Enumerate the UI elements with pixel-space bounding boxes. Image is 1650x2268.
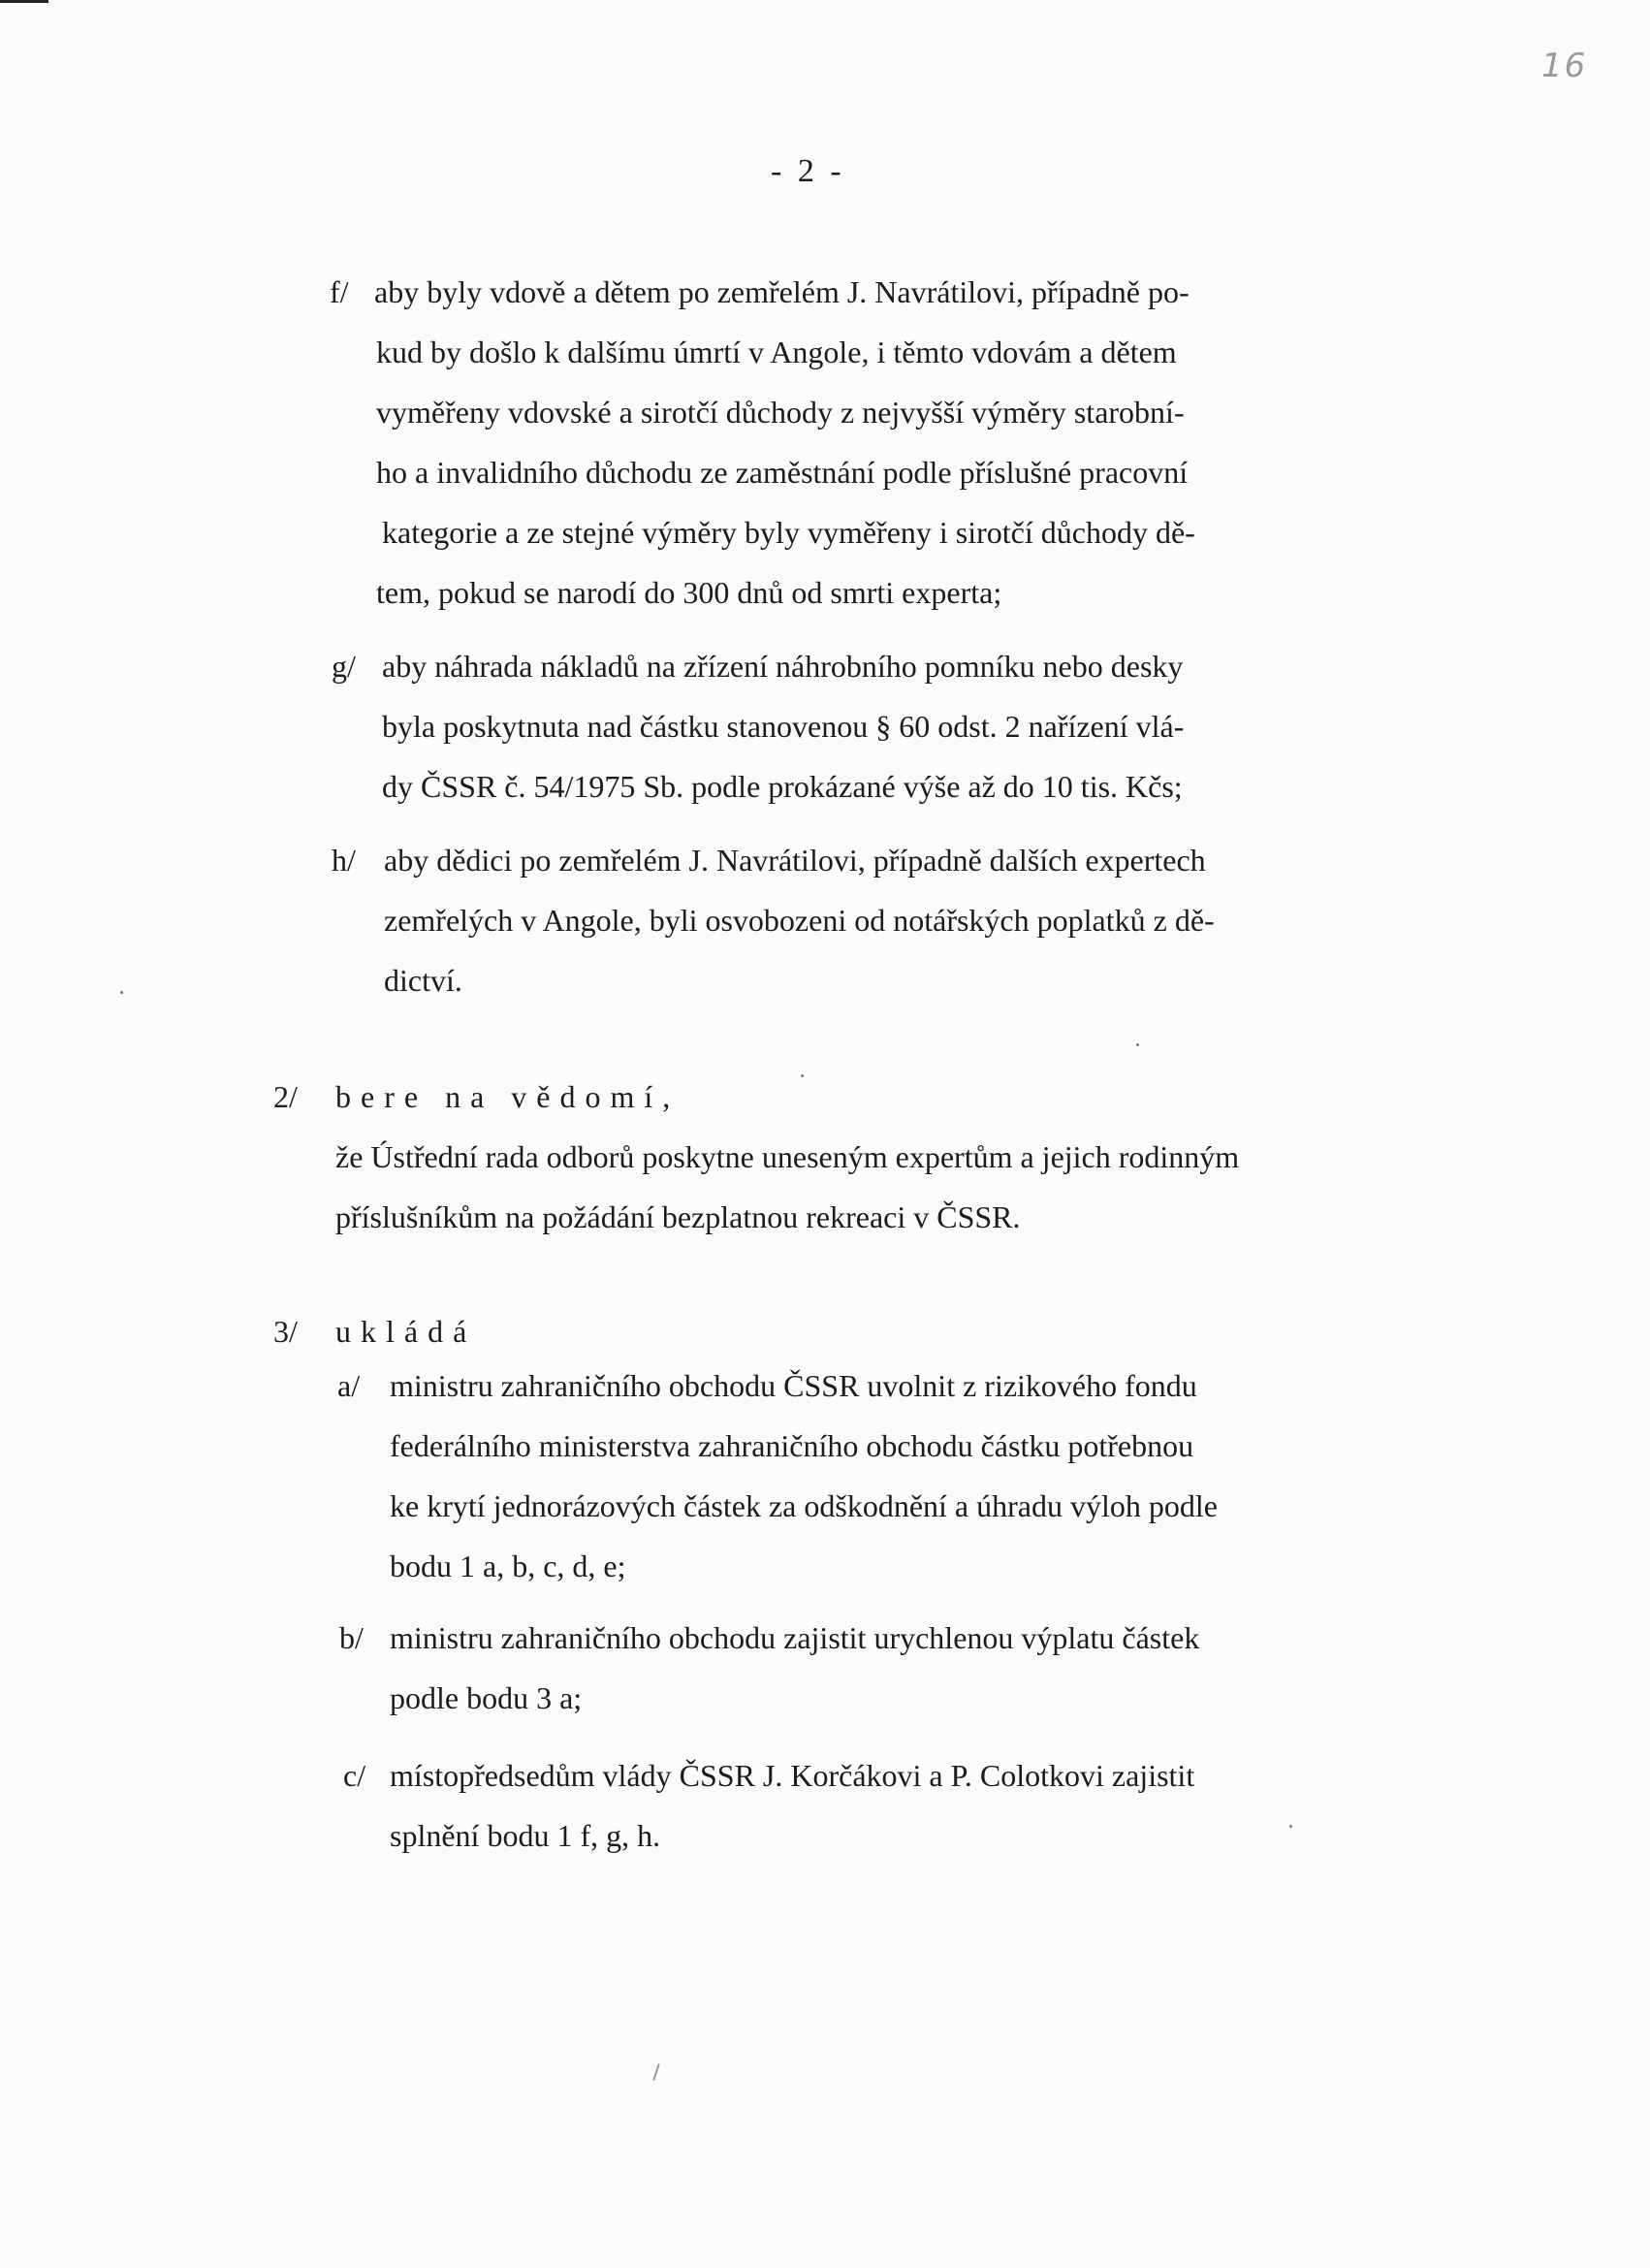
- text-line: ho a invalidního důchodu ze zaměstnání podle příslušné pracovní: [376, 455, 1189, 490]
- text-line: příslušníkům na požádání bezplatnou rekreaci v ČSSR.: [335, 1199, 1021, 1234]
- text-line: tem, pokud se narodí do 300 dnů od smrti experta;: [376, 575, 1002, 610]
- item-marker: b/: [339, 1620, 364, 1655]
- scan-speck: [1289, 1825, 1292, 1828]
- text-line: bodu 1 a, b, c, d, e;: [390, 1549, 626, 1583]
- section-3: [273, 1301, 476, 1361]
- text-line: byla poskytnuta nad částku stanovenou § 60 odst. 2 nařízení vlá-: [382, 709, 1185, 744]
- item-marker: h/: [332, 843, 356, 878]
- text-line: splnění bodu 1 f, g, h.: [390, 1818, 661, 1853]
- item-3c: [343, 1745, 1194, 1866]
- scan-pen-mark: [652, 2063, 659, 2081]
- section-heading: bere na vědomí,: [335, 1079, 681, 1114]
- text-line: federálního ministerstva zahraničního obchodu částku potřebnou: [390, 1428, 1194, 1463]
- handwritten-page-number: 16: [1541, 47, 1588, 85]
- section-marker: 2/: [273, 1079, 298, 1114]
- scan-speck: [1136, 1043, 1139, 1046]
- text-line: ministru zahraničního obchodu ČSSR uvolnit z rizikového fondu: [390, 1368, 1197, 1403]
- item-3a: [337, 1356, 1218, 1596]
- item-marker: f/: [330, 274, 349, 309]
- text-line: aby dědici po zemřelém J. Navrátilovi, případně dalších expertech: [384, 843, 1206, 878]
- item-h: [332, 830, 1215, 1010]
- text-line: podle bodu 3 a;: [390, 1680, 583, 1715]
- scan-edge-mark: [0, 0, 48, 3]
- item-3b: [339, 1608, 1199, 1728]
- item-marker: g/: [332, 649, 356, 684]
- text-line: dictví.: [384, 963, 462, 998]
- text-line: místopředsedům vlády ČSSR J. Korčákovi a P. Colotkovi zajistit: [390, 1758, 1195, 1793]
- section-heading: ukládá: [335, 1314, 477, 1349]
- text-line: ke krytí jednorázových částek za odškodnění a úhradu výloh podle: [390, 1488, 1218, 1523]
- item-marker: a/: [337, 1368, 361, 1403]
- scan-speck: [120, 991, 123, 994]
- page-number: - 2 -: [771, 153, 845, 189]
- scan-speck: [801, 1074, 804, 1077]
- item-marker: c/: [343, 1758, 366, 1793]
- text-line: aby byly vdově a dětem po zemřelém J. Navrátilovi, případně po-: [374, 274, 1190, 309]
- section-marker: 3/: [273, 1314, 298, 1349]
- text-line: kategorie a ze stejné výměry byly vyměřeny i sirotčí důchody dě-: [382, 515, 1195, 550]
- section-2: [273, 1067, 1239, 1247]
- text-line: ministru zahraničního obchodu zajistit urychlenou výplatu částek: [390, 1620, 1200, 1655]
- text-line: aby náhrada nákladů na zřízení náhrobního pomníku nebo desky: [382, 649, 1184, 684]
- text-line: že Ústřední rada odborů poskytne uneseným expertům a jejich rodinným: [335, 1139, 1240, 1174]
- text-line: zemřelých v Angole, byli osvobozeni od notářských poplatků z dě-: [384, 903, 1215, 938]
- text-line: kud by došlo k dalšímu úmrtí v Angole, i těmto vdovám a dětem: [376, 335, 1177, 369]
- text-line: vyměřeny vdovské a sirotčí důchody z nejvyšší výměry starobní-: [376, 395, 1185, 430]
- text-line: dy ČSSR č. 54/1975 Sb. podle prokázané výše až do 10 tis. Kčs;: [382, 769, 1183, 804]
- item-f: [330, 262, 1195, 623]
- item-g: [332, 636, 1184, 816]
